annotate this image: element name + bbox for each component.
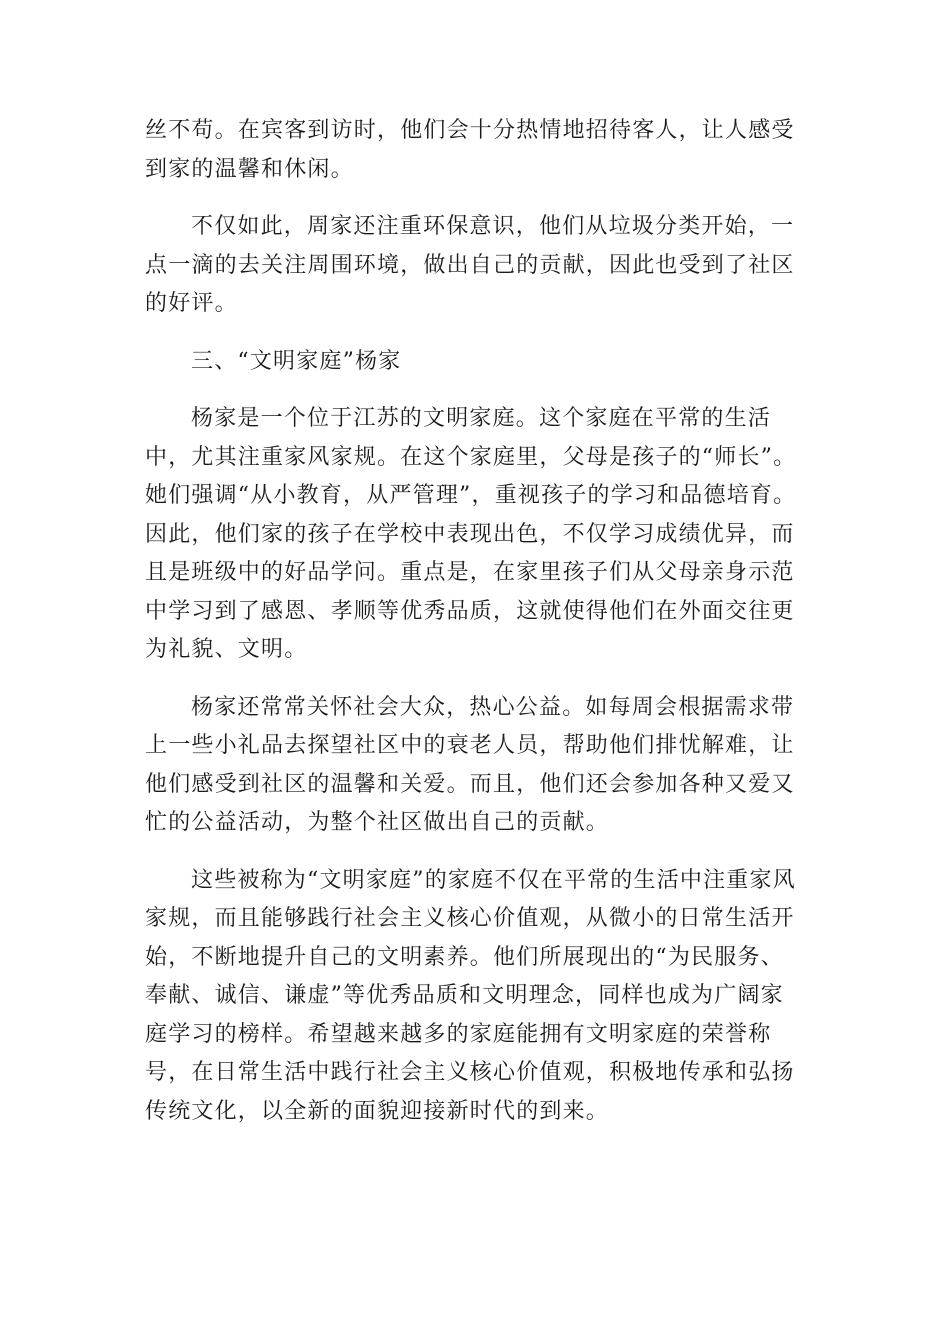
paragraph-continuation: 丝不苟。在宾客到访时，他们会十分热情地招待客人，让人感受到家的温馨和休闲。: [145, 118, 795, 182]
section-heading: 三、“文明家庭”杨家: [191, 348, 402, 374]
paragraph-public-welfare: 杨家还常常关怀社会大众，热心公益。如每周会根据需求带上一些小礼品去探望社区中的衰老人员，帮助他们排忧解难，让他们感受到社区的温馨和关爱。而且，他们还会参加各种又爱又忙的公益活动，为整个社区做出自己的贡献。: [145, 694, 795, 835]
document-body: [145, 112, 805, 1150]
paragraph-environment: 不仅如此，周家还注重环保意识，他们从垃圾分类开始，一点一滴的去关注周围环境，做出自己的贡献，因此也受到了社区的好评。: [145, 214, 795, 316]
paragraph-conclusion: 这些被称为“文明家庭”的家庭不仅在平常的生活中注重家风家规，而且能够践行社会主义核心价值观，从微小的日常生活开始，不断地提升自己的文明素养。他们所展现出的“为民服务、奉献、诚信、谦虚”等优秀品质和文明理念，同样也成为广阔家庭学习的榜样。希望越来越多的家庭能拥有文明家庭的荣誉称号，在日常生活中践行社会主义核心价值观，积极地传承和弘扬传统文化，以全新的面貌迎接新时代的到来。: [145, 867, 796, 1124]
paragraph-yang-family: 杨家是一个位于江苏的文明家庭。这个家庭在平常的生活中，尤其注重家风家规。在这个家庭里，父母是孩子的“师长”。她们强调“从小教育，从严管理”，重视孩子的学习和品德培育。因此，他们家的孩子在学校中表现出色，不仅学习成绩优异，而且是班级中的好品学问。重点是，在家里孩子们从父母亲身示范中学习到了感恩、孝顺等优秀品质，这就使得他们在外面交往更为礼貌、文明。: [145, 406, 797, 662]
